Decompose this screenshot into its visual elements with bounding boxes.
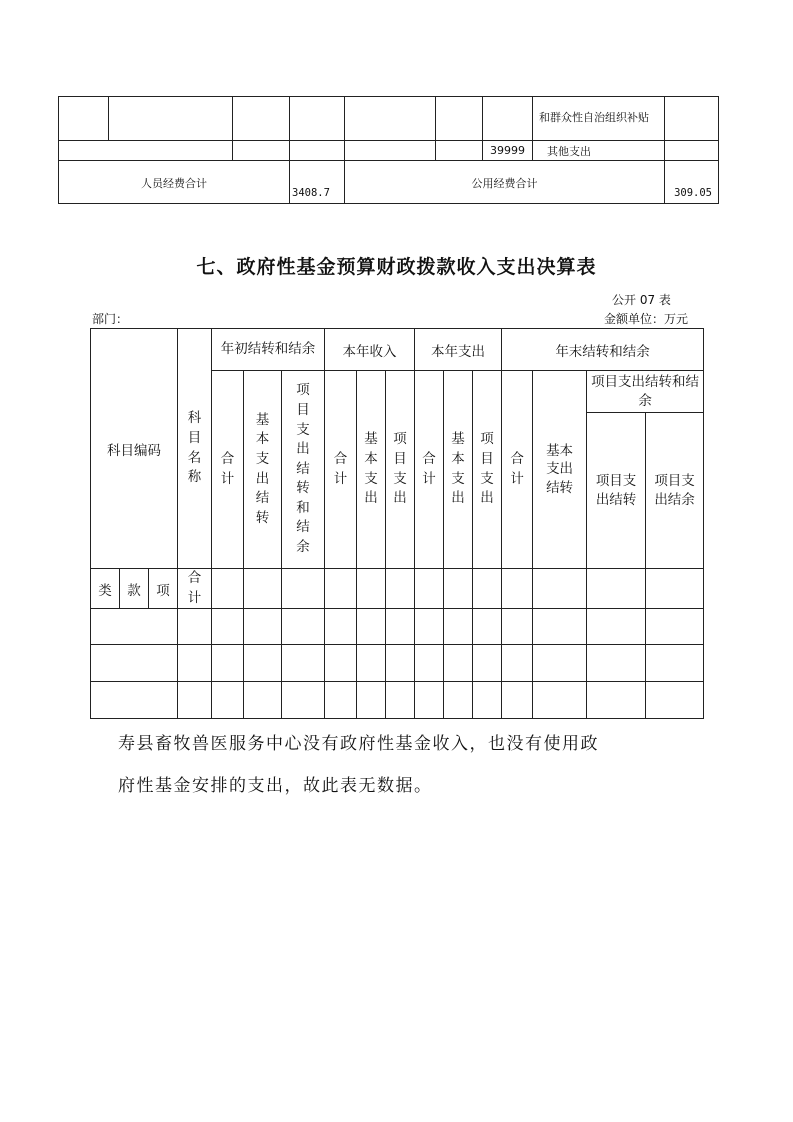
fund-budget-table bbox=[90, 328, 704, 719]
header-subject-name: 科目名称 bbox=[178, 329, 212, 569]
header-project-carry-surplus: 项目支出结转和结余 bbox=[282, 371, 325, 569]
header-income: 本年收入 bbox=[325, 329, 415, 371]
public-total-value: 309.05 bbox=[665, 161, 719, 204]
unit-label: 金额单位：万元 bbox=[604, 312, 689, 326]
previous-table-fragment bbox=[58, 96, 719, 204]
table-header-row bbox=[91, 329, 704, 371]
header-total: 合计 bbox=[502, 371, 533, 569]
header-expense: 本年支出 bbox=[415, 329, 502, 371]
header-subject-code: 科目编码 bbox=[91, 329, 178, 569]
personnel-total-label: 人员经费合计 bbox=[59, 161, 290, 204]
header-begin-balance: 年初结转和结余 bbox=[212, 329, 325, 371]
note-line-2: 府性基金安排的支出，故此表无数据。 bbox=[118, 776, 433, 796]
header-end-balance: 年末结转和结余 bbox=[502, 329, 704, 371]
table-row bbox=[91, 682, 704, 719]
item-name-cell: 和群众性自治组织补贴 bbox=[533, 97, 665, 141]
table-row bbox=[91, 645, 704, 682]
department-label: 部门： bbox=[92, 312, 129, 326]
header-basic-expense: 基本支出 bbox=[357, 371, 386, 569]
header-basic-carry: 基本支出结转 bbox=[533, 371, 587, 569]
public-total-label: 公用经费合计 bbox=[345, 161, 665, 204]
header-category-lei: 类 bbox=[91, 569, 120, 609]
header-total: 合计 bbox=[415, 371, 444, 569]
header-total: 合计 bbox=[325, 371, 357, 569]
row-total-label: 合计 bbox=[178, 569, 212, 609]
item-code-cell: 39999 bbox=[483, 141, 533, 161]
header-category-kuan: 款 bbox=[120, 569, 149, 609]
personnel-total-value: 3408.7 bbox=[290, 161, 345, 204]
header-end-project-surplus: 项目支出结余 bbox=[646, 413, 704, 569]
header-end-project-group: 项目支出结转和结余 bbox=[587, 371, 704, 413]
note-line-1: 寿县畜牧兽医服务中心没有政府性基金收入，也没有使用政 bbox=[118, 734, 599, 754]
table-row bbox=[59, 141, 719, 161]
table-row bbox=[91, 569, 704, 609]
header-basic-expense: 基本支出 bbox=[444, 371, 473, 569]
header-category-xiang: 项 bbox=[149, 569, 178, 609]
totals-row bbox=[59, 161, 719, 204]
header-basic-carry: 基本支出结转 bbox=[244, 371, 282, 569]
page-title: 七、政府性基金预算财政拨款收入支出决算表 bbox=[196, 256, 597, 278]
table-row bbox=[59, 97, 719, 141]
header-end-project-carry: 项目支出结转 bbox=[587, 413, 646, 569]
header-total: 合计 bbox=[212, 371, 244, 569]
header-project-expense: 项目支出 bbox=[386, 371, 415, 569]
form-number: 公开 07 表 bbox=[612, 293, 671, 307]
table-row bbox=[91, 609, 704, 645]
header-project-expense: 项目支出 bbox=[473, 371, 502, 569]
item-name-cell: 其他支出 bbox=[533, 141, 665, 161]
